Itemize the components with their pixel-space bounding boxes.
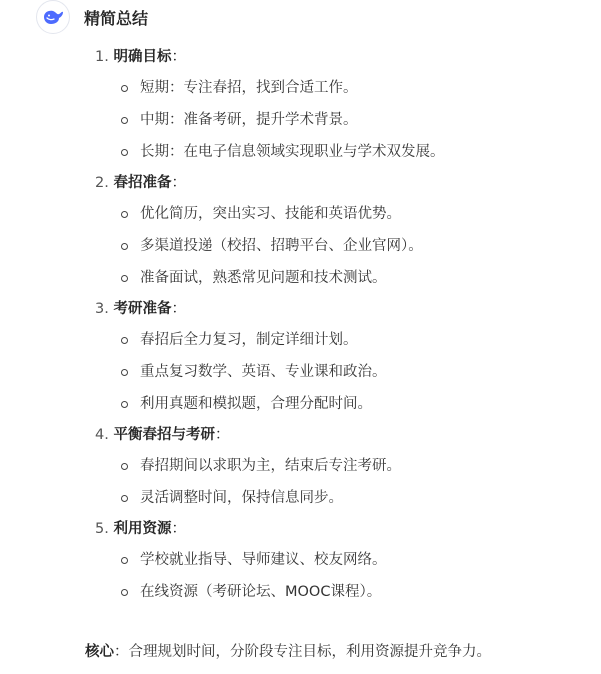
bullet-list	[95, 72, 585, 168]
section-colon: ：	[171, 301, 186, 317]
section-label: 利用资源	[113, 521, 172, 537]
bullet-item: 优化简历，突出实习、技能和英语优势。	[95, 198, 585, 230]
section-number: 5.	[95, 521, 109, 537]
bullet-item: 在线资源（考研论坛、MOOC课程）。	[95, 576, 585, 608]
bullet-item: 春招期间以求职为主，结束后专注考研。	[95, 450, 585, 482]
core-text: ：合理规划时间，分阶段专注目标，利用资源提升竞争力。	[114, 644, 491, 660]
section-number: 4.	[95, 427, 109, 443]
section-label: 平衡春招与考研	[113, 427, 215, 443]
bullet-item: 多渠道投递（校招、招聘平台、企业官网）。	[95, 230, 585, 262]
bullet-item: 春招后全力复习，制定详细计划。	[95, 324, 585, 356]
summary-list	[95, 42, 585, 608]
message-header	[36, 0, 148, 34]
bullet-item: 重点复习数学、英语、专业课和政治。	[95, 356, 585, 388]
core-summary	[85, 640, 491, 661]
section-1	[95, 42, 585, 168]
bullet-item: 灵活调整时间，保持信息同步。	[95, 482, 585, 514]
section-title	[95, 168, 585, 198]
section-5	[95, 514, 585, 608]
bullet-item: 学校就业指导、导师建议、校友网络。	[95, 544, 585, 576]
bullet-item: 准备面试，熟悉常见问题和技术测试。	[95, 262, 585, 294]
bullet-item: 利用真题和模拟题，合理分配时间。	[95, 388, 585, 420]
section-title	[95, 294, 585, 324]
bullet-list	[95, 544, 585, 608]
section-label: 明确目标	[113, 49, 172, 65]
section-number: 3.	[95, 301, 109, 317]
section-label: 春招准备	[113, 175, 172, 191]
section-colon: ：	[171, 175, 186, 191]
bullet-item: 长期：在电子信息领域实现职业与学术双发展。	[95, 136, 585, 168]
section-3	[95, 294, 585, 420]
summary-title: 精简总结	[84, 8, 149, 28]
bullet-item: 短期：专注春招，找到合适工作。	[95, 72, 585, 104]
core-label: 核心	[85, 644, 114, 660]
section-title	[95, 42, 585, 72]
section-number: 2.	[95, 175, 109, 191]
section-label: 考研准备	[113, 301, 172, 317]
bullet-item: 中期：准备考研，提升学术背景。	[95, 104, 585, 136]
section-colon: ：	[171, 49, 186, 65]
bullet-list	[95, 198, 585, 294]
bullet-list	[95, 450, 585, 514]
section-title	[95, 420, 585, 450]
assistant-avatar	[36, 0, 70, 34]
section-colon: ：	[214, 427, 230, 443]
section-title	[95, 514, 585, 544]
bullet-list	[95, 324, 585, 420]
section-number: 1.	[95, 49, 109, 65]
section-2	[95, 168, 585, 294]
section-4	[95, 420, 585, 514]
section-colon: ：	[171, 521, 186, 537]
whale-logo-icon	[42, 8, 64, 26]
